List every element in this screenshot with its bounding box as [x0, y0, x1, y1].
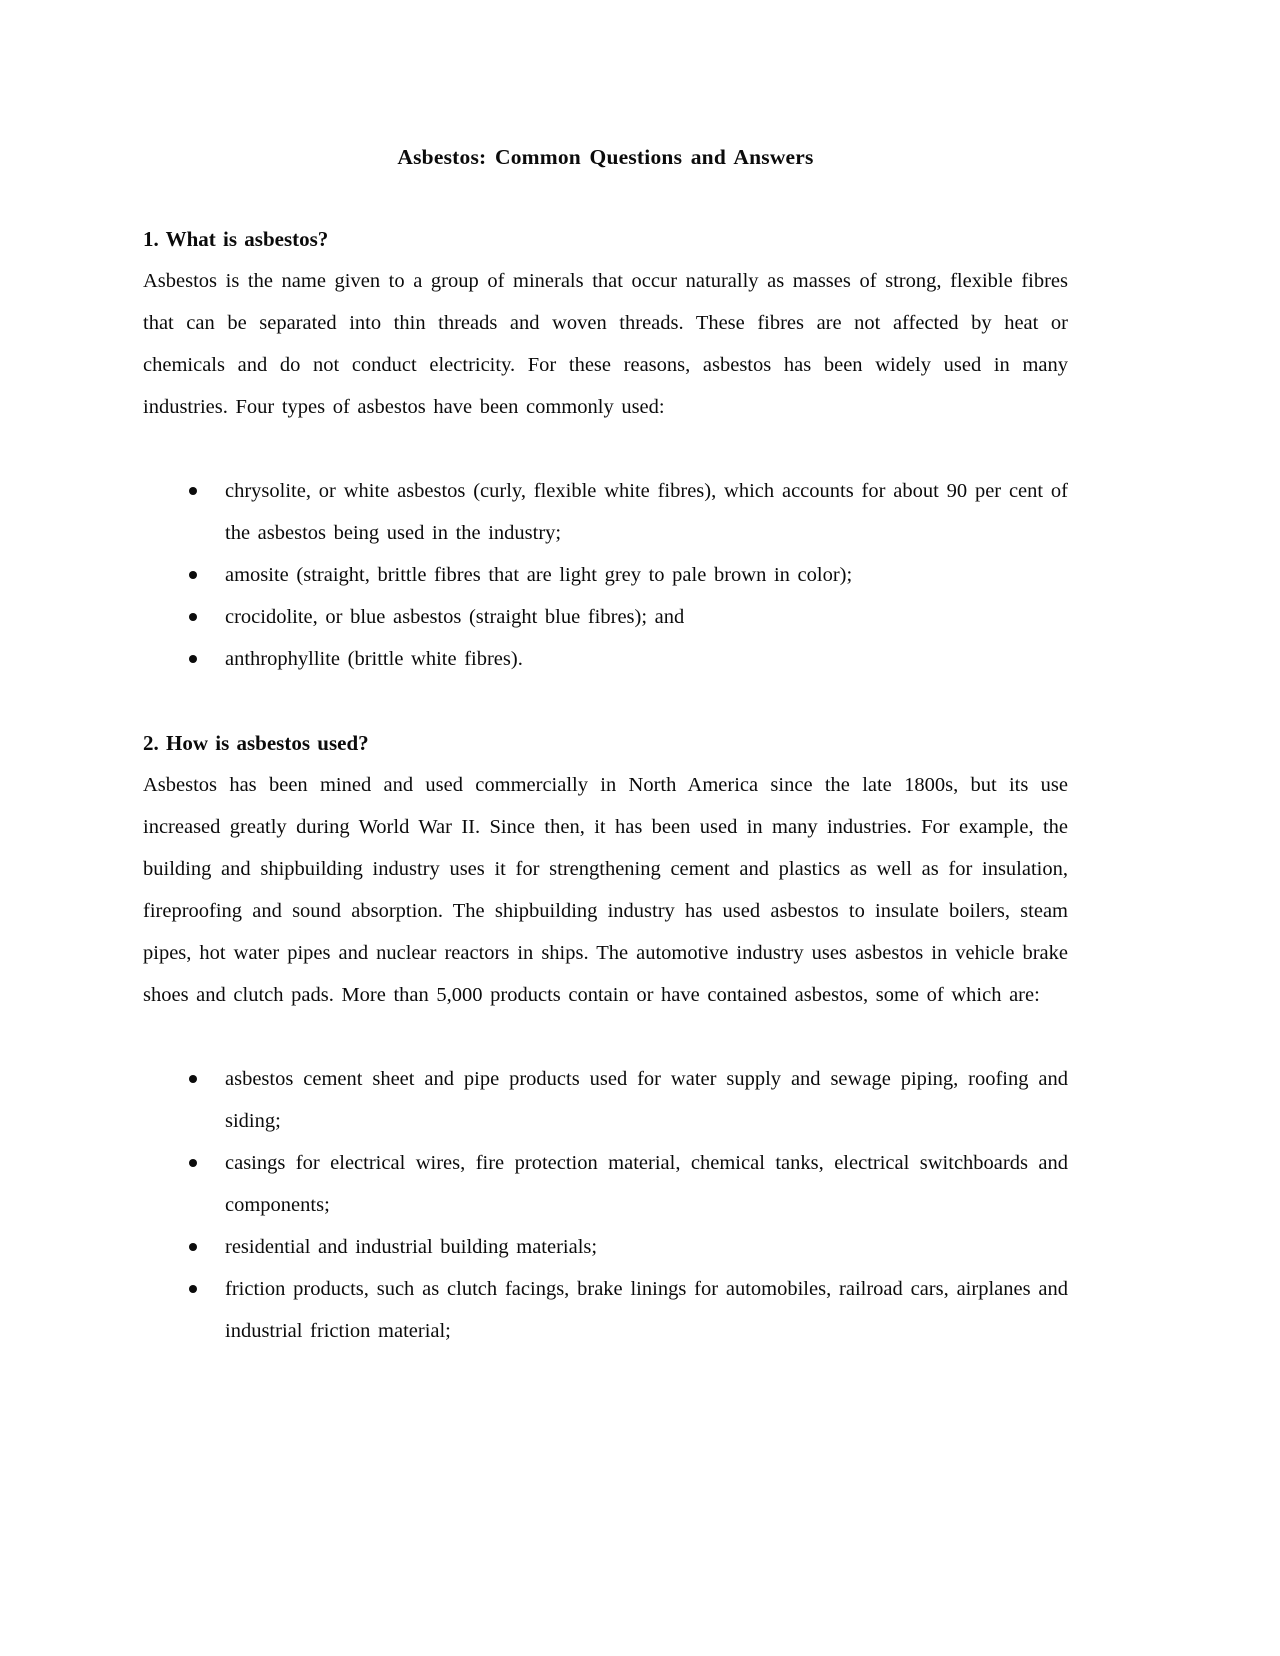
- bullet-item: residential and industrial building materials;: [143, 1226, 1068, 1268]
- section-1-bullet-list: [143, 470, 1068, 680]
- section-how-is-asbestos-used: [143, 722, 1068, 1352]
- bullet-item: anthrophyllite (brittle white fibres).: [143, 638, 1068, 680]
- section-2-bullet-list: [143, 1058, 1068, 1352]
- section-1-heading: 1. What is asbestos?: [143, 227, 329, 251]
- bullet-item: amosite (straight, brittle fibres that are light grey to pale brown in color);: [143, 554, 1068, 596]
- bullet-item: chrysolite, or white asbestos (curly, flexible white fibres), which accounts for about 90 per cent of the asbestos being used in the industry;: [143, 470, 1068, 554]
- bullet-item: asbestos cement sheet and pipe products used for water supply and sewage piping, roofing and siding;: [143, 1058, 1068, 1142]
- bullet-item: casings for electrical wires, fire protection material, chemical tanks, electrical switchboards and components;: [143, 1142, 1068, 1226]
- document-title: Asbestos: Common Questions and Answers: [397, 145, 814, 169]
- section-1-paragraph: Asbestos is the name given to a group of minerals that occur naturally as masses of strong, flexible fibres that can be separated into thin threads and woven threads. These fibres are not affected by heat or chemicals and do not conduct electricity. For these reasons, asbestos has been widely used in many industries. Four types of asbestos have been commonly used:: [143, 270, 1068, 418]
- document-content: [143, 136, 1068, 1394]
- section-2-paragraph: Asbestos has been mined and used commercially in North America since the late 1800s, but its use increased greatly during World War II. Since then, it has been used in many industries. For example, the building and shipbuilding industry uses it for strengthening cement and plastics as well as for insulation, fireproofing and sound absorption. The shipbuilding industry has used asbestos to insulate boilers, steam pipes, hot water pipes and nuclear reactors in ships. The automotive industry uses asbestos in vehicle brake shoes and clutch pads. More than 5,000 products contain or have contained asbestos, some of which are:: [143, 774, 1068, 1006]
- bullet-item: crocidolite, or blue asbestos (straight blue fibres); and: [143, 596, 1068, 638]
- section-what-is-asbestos: [143, 218, 1068, 680]
- section-2-heading: 2. How is asbestos used?: [143, 731, 369, 755]
- bullet-item: friction products, such as clutch facings, brake linings for automobiles, railroad cars, airplanes and industrial friction material;: [143, 1268, 1068, 1352]
